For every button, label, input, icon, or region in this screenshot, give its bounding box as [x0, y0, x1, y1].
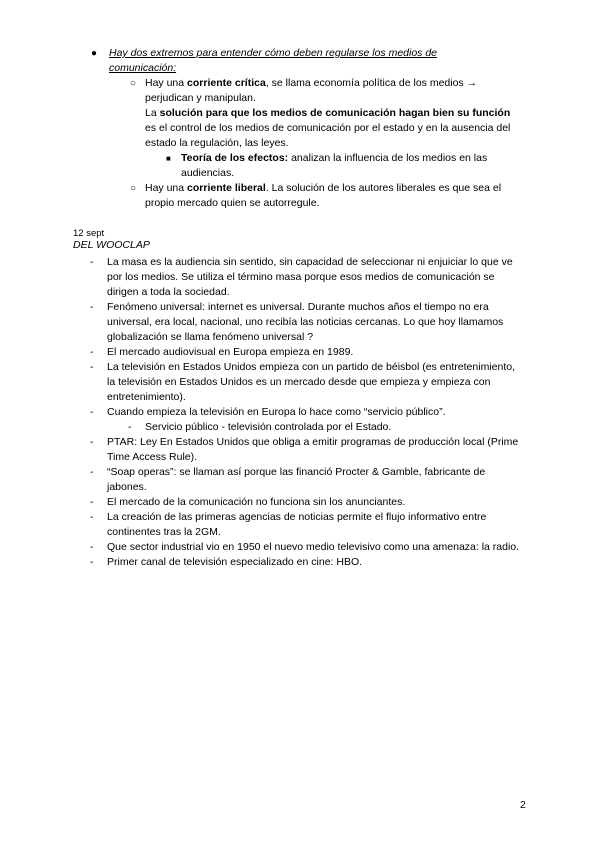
list-item: - Cuando empieza la televisión en Europa lo hace como “servicio público”.	[90, 406, 446, 418]
list-item: - La televisión en Estados Unidos empieza con un partido de béisbol (es entretenimiento, la televisión en Estados Unidos es un mercado desde que empieza y empieza con entretenimiento).	[90, 361, 515, 403]
dash-bullet-icon: -	[90, 556, 94, 568]
circle-bullet-icon: ○	[130, 183, 137, 194]
list-item: - PTAR: Ley En Estados Unidos que obliga a emitir programas de producción local (Prime Time Access Rule).	[90, 436, 519, 463]
dash-bullet-icon: -	[90, 301, 94, 313]
dash-bullet-icon: -	[90, 436, 94, 448]
wooclap-list	[0, 255, 600, 570]
list-item: - La masa es la audiencia sin sentido, sin capacidad de seleccionar ni enjuiciar lo que ve por los medios. Se utiliza el término masa porque esos medios de comunicación se dirigen a toda la sociedad.	[90, 256, 513, 298]
bullet-dot-icon: ●	[91, 48, 98, 59]
regulation-section	[0, 46, 600, 211]
list-item: - “Soap operas”: se llaman así porque las financió Procter & Gamble, fabricante de jabones.	[90, 466, 486, 493]
square-bullet-icon: ■	[166, 154, 171, 163]
list-item: - Fenómeno universal: internet es universal. Durante muchos años el tiempo no era universal, era local, nacional, uno recibía las noticias cercanas. Lo que hoy llamamos globalización se llama fenómeno universal ?	[90, 301, 504, 343]
intro-text: Hay dos extremos para entender cómo deben regularse los medios de comunicación:	[109, 47, 438, 74]
solucion-paragraph: La solución para que los medios de comunicación hagan bien su función es el control de los medios de comunicación por el estado y en la ausencia del estado la regulación, las leyes.	[145, 107, 511, 149]
dash-bullet-icon: -	[90, 511, 94, 523]
dash-bullet-icon: -	[90, 346, 94, 358]
list-item: - El mercado de la comunicación no funciona sin los anunciantes.	[90, 496, 406, 508]
list-item: - La creación de las primeras agencias de noticias permite el flujo informativo entre continentes tras la 2GM.	[90, 511, 487, 538]
list-item: - El mercado audiovisual en Europa empieza en 1989.	[90, 346, 354, 358]
dash-bullet-icon: -	[90, 256, 94, 268]
dash-bullet-icon: -	[90, 406, 94, 418]
corriente-liberal-term: corriente liberal	[187, 182, 266, 194]
date-label: 12 sept	[73, 228, 105, 239]
bullet-item-intro	[0, 46, 600, 76]
subsubitem-teoria: ■ Teoría de los efectos: analizan la influencia de los medios en las audiencias.	[166, 152, 488, 179]
dash-bullet-icon: -	[90, 496, 94, 508]
list-item: - Que sector industrial vio en 1950 el nuevo medio televisivo como una amenaza: la radio.	[90, 541, 520, 553]
list-subitem: - Servicio público - televisión controlada por el Estado.	[128, 421, 392, 433]
teoria-term: Teoría de los efectos:	[181, 152, 289, 164]
dash-bullet-icon: -	[90, 541, 94, 553]
page-number: 2	[520, 799, 526, 811]
dash-bullet-icon: -	[128, 421, 132, 433]
section-heading: DEL WOOCLAP	[73, 239, 150, 251]
dash-bullet-icon: -	[90, 361, 94, 373]
circle-bullet-icon: ○	[130, 78, 137, 89]
subitem-critica: ○ Hay una corriente crítica, se llama economía política de los medios → perjudican y manipulan.	[130, 77, 478, 104]
corriente-critica-term: corriente crítica	[187, 77, 266, 89]
dash-bullet-icon: -	[90, 466, 94, 478]
list-item: - Primer canal de televisión especializado en cine: HBO.	[90, 556, 363, 568]
subitem-liberal: ○ Hay una corriente liberal. La solución de los autores liberales es que sea el propio mercado quien se autorregule.	[130, 182, 502, 209]
solucion-term: solución para que los medios de comunicación hagan bien su función	[159, 107, 511, 119]
